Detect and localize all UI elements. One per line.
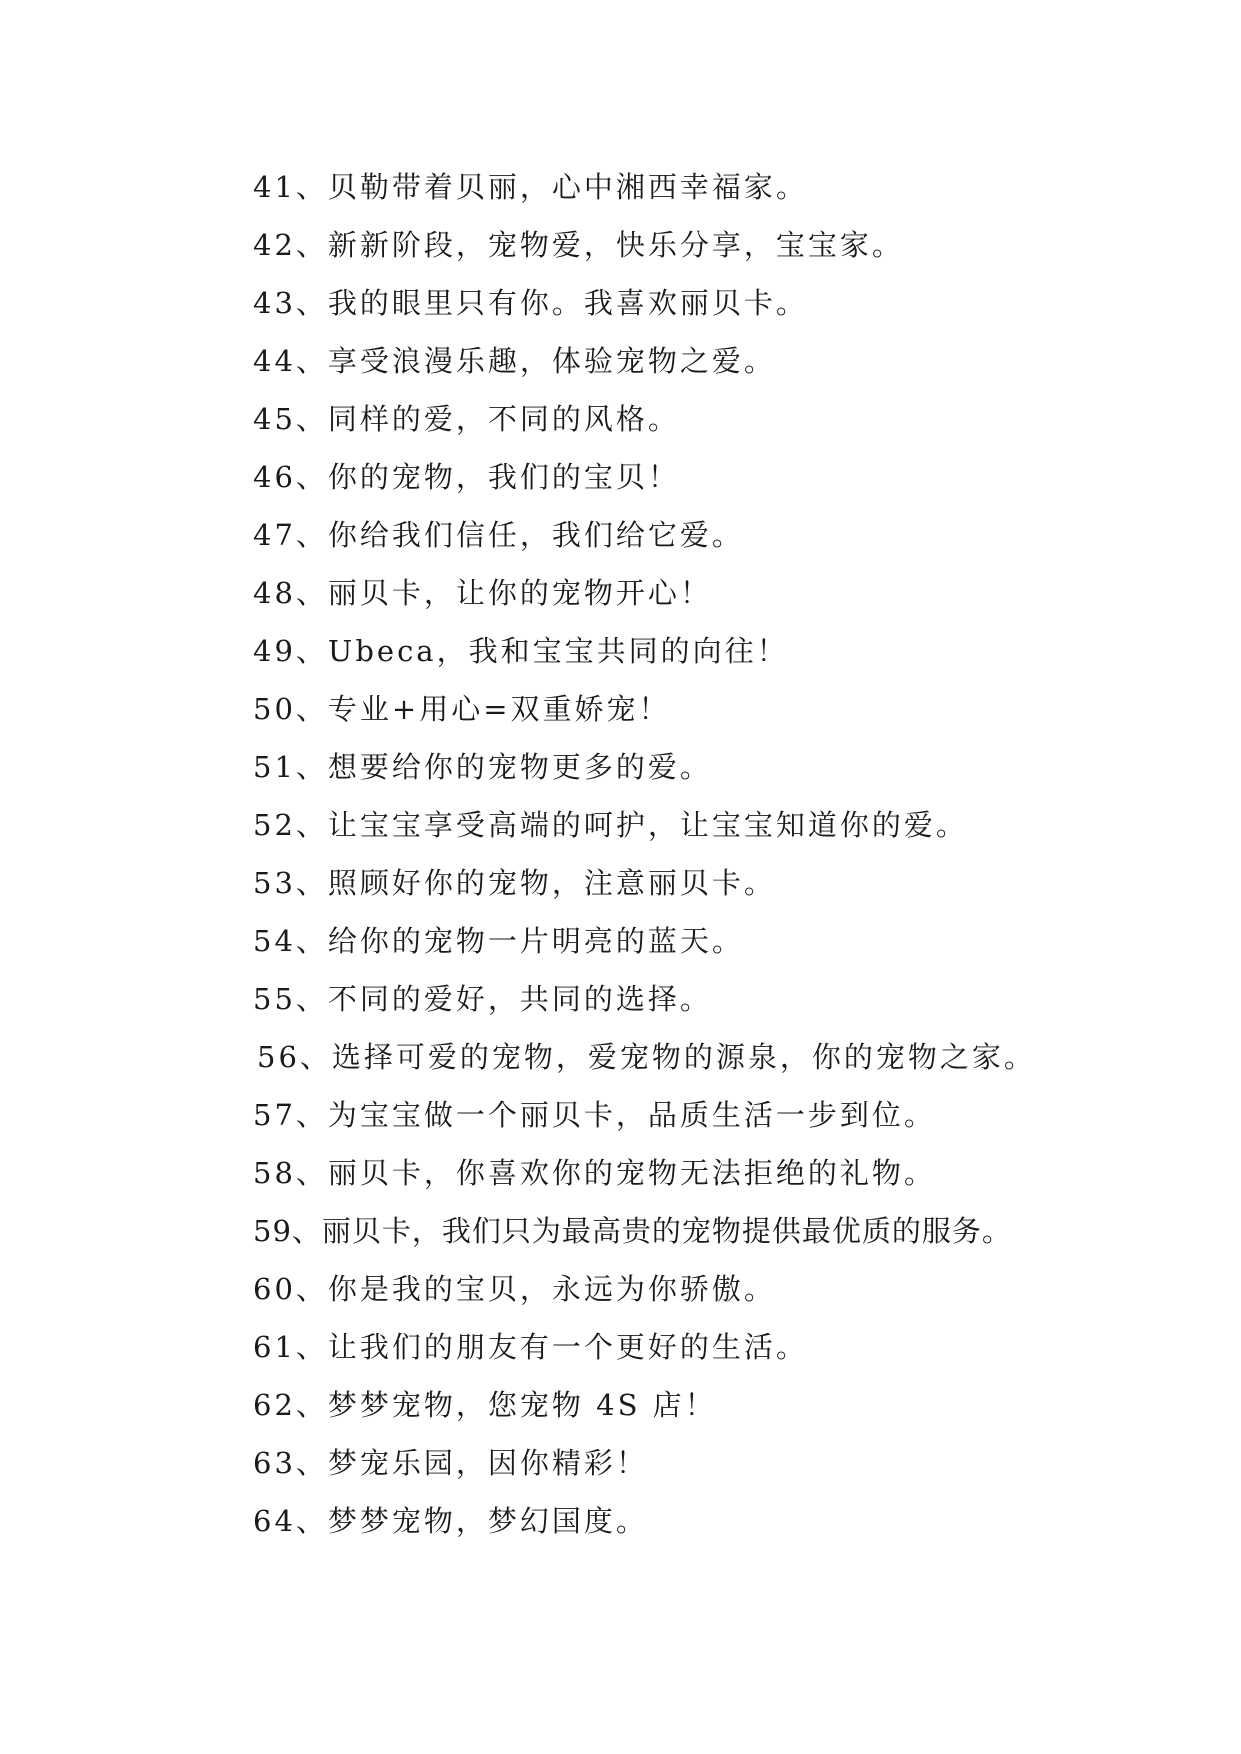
slogan-list	[253, 158, 1153, 1550]
list-item: 62、梦梦宠物，您宠物 4S 店！	[253, 1388, 717, 1422]
list-item: 58、丽贝卡，你喜欢你的宠物无法拒绝的礼物。	[253, 1156, 936, 1190]
list-item: 63、梦宠乐园，因你精彩！	[253, 1446, 648, 1480]
list-item: 51、想要给你的宠物更多的爱。	[253, 750, 712, 784]
list-item: 61、让我们的朋友有一个更好的生活。	[253, 1330, 808, 1364]
list-item: 54、给你的宠物一片明亮的蓝天。	[253, 924, 744, 958]
list-item: 48、丽贝卡，让你的宠物开心！	[253, 576, 712, 610]
list-item: 45、同样的爱，不同的风格。	[253, 402, 680, 436]
list-item: 47、你给我们信任，我们给它爱。	[253, 518, 744, 552]
list-item: 52、让宝宝享受高端的呵护，让宝宝知道你的爱。	[253, 808, 968, 842]
list-item: 60、你是我的宝贝，永远为你骄傲。	[253, 1272, 776, 1306]
list-item: 50、专业+用心=双重娇宠！	[253, 692, 671, 726]
list-item: 56、选择可爱的宠物，爱宠物的源泉，你的宠物之家。	[257, 1040, 1036, 1074]
list-item: 46、你的宠物，我们的宝贝！	[253, 460, 680, 494]
list-item: 53、照顾好你的宠物，注意丽贝卡。	[253, 866, 776, 900]
list-item: 55、不同的爱好，共同的选择。	[253, 982, 712, 1016]
list-item: 59、丽贝卡，我们只为最高贵的宠物提供最优质的服务。	[253, 1214, 1012, 1248]
list-item: 42、新新阶段，宠物爱，快乐分享，宝宝家。	[253, 228, 904, 262]
list-item: 44、享受浪漫乐趣，体验宠物之爱。	[253, 344, 776, 378]
list-item: 41、贝勒带着贝丽，心中湘西幸福家。	[253, 170, 808, 204]
list-item: 64、梦梦宠物，梦幻国度。	[253, 1504, 648, 1538]
list-item: 49、Ubeca，我和宝宝共同的向往！	[253, 634, 789, 668]
list-item: 43、我的眼里只有你。我喜欢丽贝卡。	[253, 286, 808, 320]
list-item: 57、为宝宝做一个丽贝卡，品质生活一步到位。	[253, 1098, 936, 1132]
